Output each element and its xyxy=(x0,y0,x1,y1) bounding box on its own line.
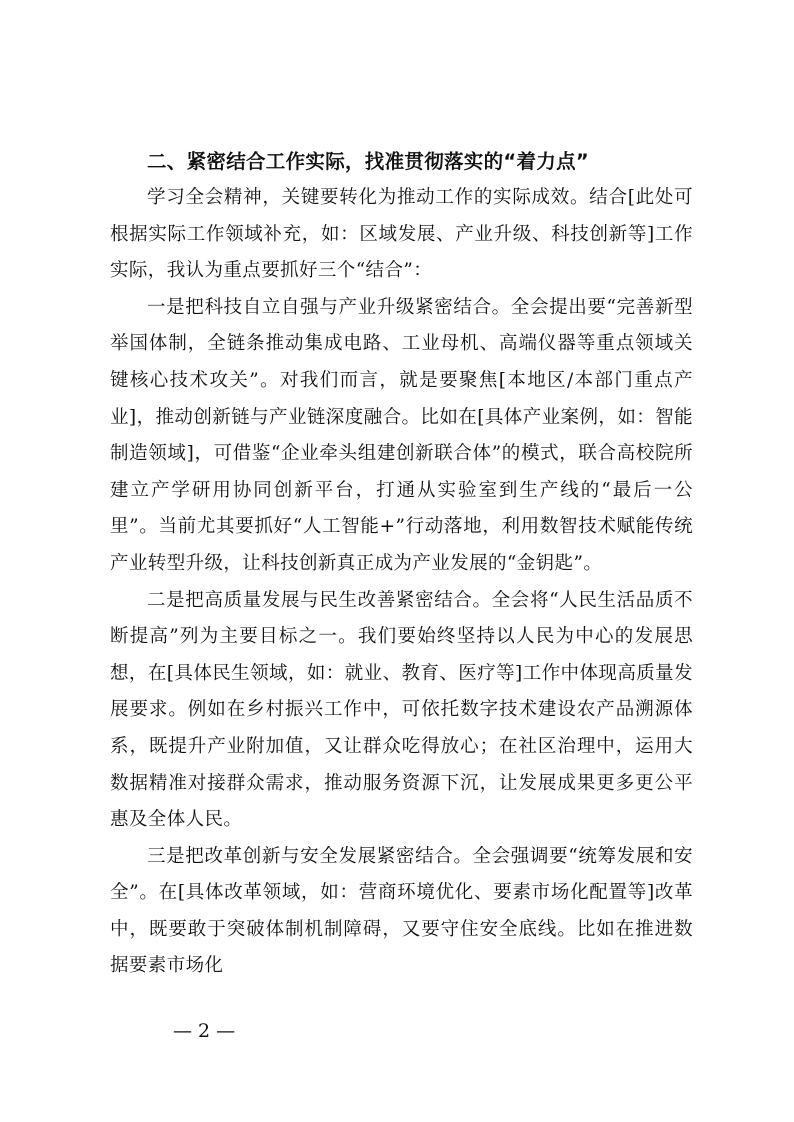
paragraph-livelihood: 二是把高质量发展与民生改善紧密结合。全会将“人民生活品质不断提高”列为主要目标之一。我们要始终坚持以人民为中心的发展思想，在[具体民生领域，如：就业、教育、医疗等]工作中体现高质量发展要求。例如在乡村振兴工作中，可依托数字技术建设农产品溯源体系，既提升产业附加值，又让群众吃得放心；在社区治理中，运用大数据精准对接群众需求，推动服务资源下沉，让发展成果更多更公平惠及全体人民。 xyxy=(110,589,693,831)
paragraph-reform-security: 三是把改革创新与安全发展紧密结合。全会强调要“统筹发展和安全”。在[具体改革领域，如：营商环境优化、要素市场化配置等]改革中，既要敢于突破体制机制障碍，又要守住安全底线。比如在推进数据要素市场化 xyxy=(110,845,693,977)
paragraph-tech-industry: 一是把科技自立自强与产业升级紧密结合。全会提出要“完善新型举国体制，全链条推动集成电路、工业母机、高端仪器等重点领域关键核心技术攻关”。对我们而言，就是要聚焦[本地区/本部门重点产业]，推动创新链与产业链深度融合。比如在[具体产业案例，如：智能制造领域]，可借鉴“企业牵头组建创新联合体”的模式，联合高校院所建立产学研用协同创新平台，打通从实验室到生产线的“最后一公里”。当前尤其要抓好“人工智能+”行动落地，利用数智技术赋能传统产业转型升级，让科技创新真正成为产业发展的“金钥匙”。 xyxy=(110,296,693,574)
document-body xyxy=(110,143,693,985)
page-number: — 2 — xyxy=(173,1020,236,1042)
paragraph-intro: 学习全会精神，关键要转化为推动工作的实际成效。结合[此处可根据实际工作领域补充，如：区域发展、产业升级、科技创新等]工作实际，我认为重点要抓好三个“结合”： xyxy=(110,187,693,282)
section-heading: 二、紧密结合工作实际，找准贯彻落实的“着力点” xyxy=(147,150,590,173)
